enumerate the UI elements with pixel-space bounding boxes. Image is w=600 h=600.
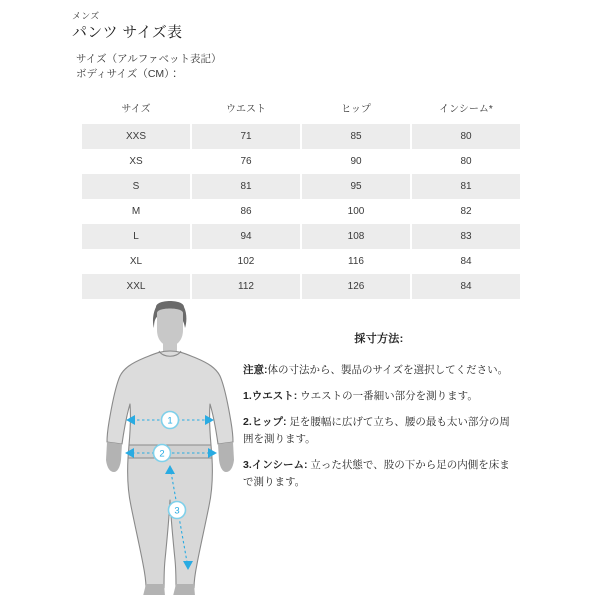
category-eyebrow: メンズ <box>72 11 100 21</box>
cell-hip: 126 <box>302 274 410 299</box>
cell-hip: 95 <box>302 174 410 199</box>
cell-waist: 94 <box>192 224 300 249</box>
step-3-name: インシーム: <box>251 459 308 471</box>
cell-hip: 85 <box>302 124 410 149</box>
cell-hip: 108 <box>302 224 410 249</box>
table-row <box>82 149 520 174</box>
left-foot-shape <box>143 584 165 595</box>
table-row <box>82 124 520 149</box>
step-1-name: ウエスト: <box>251 390 298 402</box>
column-header-inseam: インシーム* <box>412 96 520 124</box>
cell-inseam: 84 <box>412 274 520 299</box>
instructions-note-body: 体の寸法から、製品のサイズを選択してください。 <box>267 364 509 376</box>
cell-waist: 112 <box>192 274 300 299</box>
step-2-text: 足を腰幅に広げて立ち、腰の最も太い部分の周囲を測ります。 <box>243 416 510 445</box>
step-3-text: 立った状態で、股の下から足の内側を床まで測ります。 <box>243 459 510 488</box>
cell-inseam: 83 <box>412 224 520 249</box>
cell-waist: 71 <box>192 124 300 149</box>
subheading-bodysize-line: ボディサイズ（CM）： <box>76 68 180 80</box>
table-row <box>82 224 520 249</box>
table-header-row <box>82 96 520 124</box>
waist-marker-number: 1 <box>167 415 173 427</box>
table-row <box>82 274 520 299</box>
cell-inseam: 82 <box>412 199 520 224</box>
instructions-title: 採寸方法: <box>354 333 404 345</box>
page-header <box>72 10 182 42</box>
table-row <box>82 199 520 224</box>
hip-right-arrowhead <box>208 448 217 458</box>
subheading-block <box>76 52 222 82</box>
subheading-size-line: サイズ（アルファベット表記） <box>76 53 222 65</box>
table-row <box>82 249 520 274</box>
cell-size: XXS <box>82 124 190 149</box>
right-hand-shape <box>218 442 234 472</box>
page-title: パンツ サイズ表 <box>72 24 183 41</box>
measuring-instructions <box>243 330 515 500</box>
instructions-step-hip <box>243 414 515 448</box>
cell-inseam: 84 <box>412 249 520 274</box>
cell-inseam: 80 <box>412 124 520 149</box>
step-1-text: ウエストの一番細い部分を測ります。 <box>297 390 478 402</box>
cell-hip: 100 <box>302 199 410 224</box>
torso-shape <box>107 351 233 445</box>
cell-size: S <box>82 174 190 199</box>
cell-waist: 76 <box>192 149 300 174</box>
step-3-number: 3. <box>243 459 252 471</box>
body-measurement-figure <box>96 300 244 595</box>
step-2-name: ヒップ: <box>251 416 287 428</box>
cell-hip: 116 <box>302 249 410 274</box>
cell-hip: 90 <box>302 149 410 174</box>
column-header-size: サイズ <box>82 96 190 124</box>
instructions-note-prefix: 注意: <box>243 364 268 376</box>
cell-size: XXL <box>82 274 190 299</box>
hip-marker-number: 2 <box>159 448 165 460</box>
cell-waist: 86 <box>192 199 300 224</box>
cell-inseam: 80 <box>412 149 520 174</box>
head-shape <box>157 309 183 347</box>
cell-inseam: 81 <box>412 174 520 199</box>
cell-size: L <box>82 224 190 249</box>
column-header-hip: ヒップ <box>302 96 410 124</box>
instructions-step-waist <box>243 388 515 405</box>
cell-waist: 102 <box>192 249 300 274</box>
table-row <box>82 174 520 199</box>
instructions-step-inseam <box>243 457 515 491</box>
step-1-number: 1. <box>243 390 252 402</box>
cell-waist: 81 <box>192 174 300 199</box>
step-2-number: 2. <box>243 416 252 428</box>
left-hand-shape <box>106 442 122 472</box>
cell-size: XS <box>82 149 190 174</box>
cell-size: M <box>82 199 190 224</box>
column-header-waist: ウエスト <box>192 96 300 124</box>
inseam-marker-number: 3 <box>174 505 180 517</box>
instructions-note <box>243 362 515 379</box>
pants-shape <box>128 458 213 588</box>
right-foot-shape <box>173 584 195 595</box>
cell-size: XL <box>82 249 190 274</box>
size-table <box>80 96 522 299</box>
